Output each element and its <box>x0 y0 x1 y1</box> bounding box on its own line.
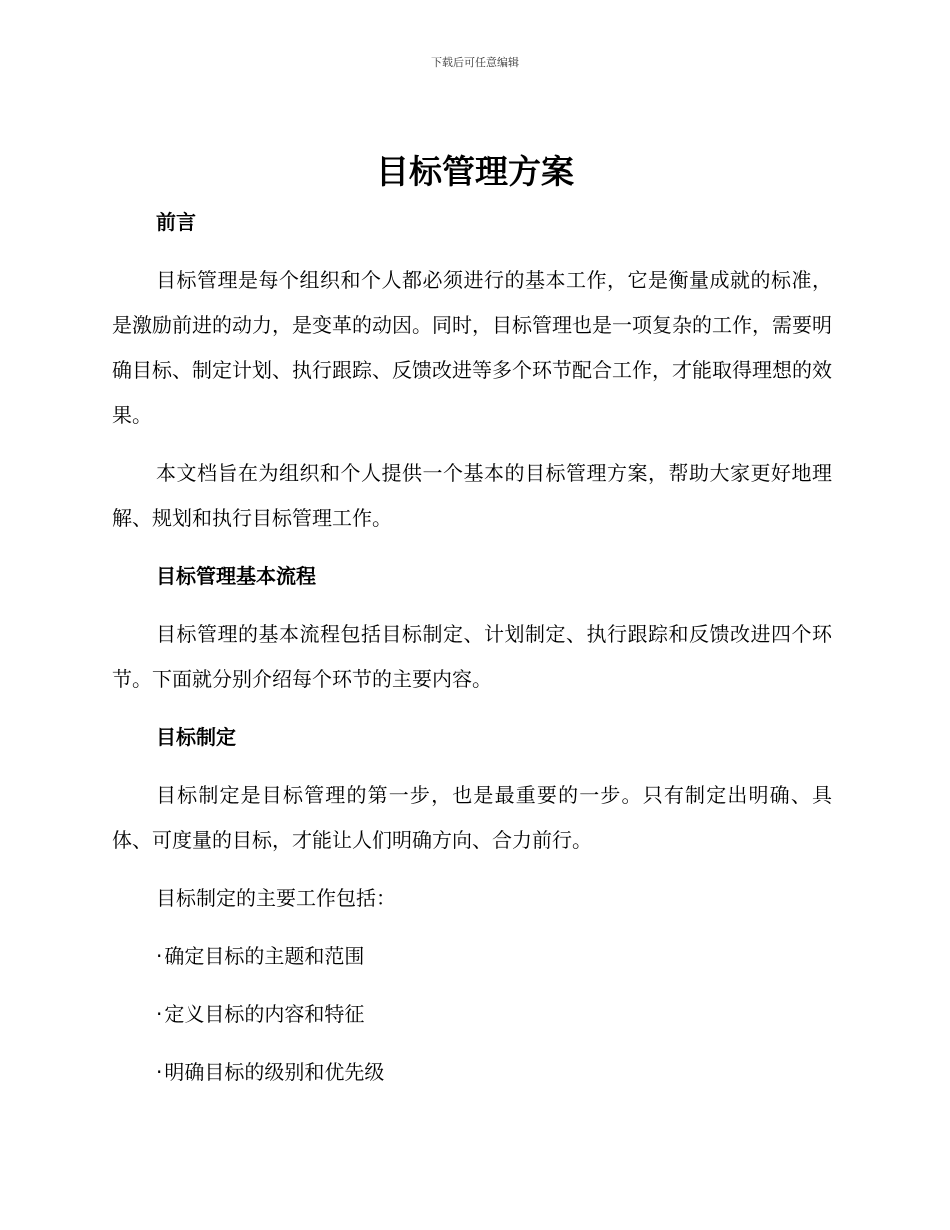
paragraph-process-1: 目标管理的基本流程包括目标制定、计划制定、执行跟踪和反馈改进四个环节。下面就分别介绍每个环节的主要内容。 <box>112 622 832 691</box>
list-item-text: 定义目标的内容和特征 <box>164 1002 365 1026</box>
paragraph-preface-2: 本文档旨在为组织和个人提供一个基本的目标管理方案，帮助大家更好地理解、规划和执行目标管理工作。 <box>112 461 832 530</box>
list-item <box>112 934 832 978</box>
bullet-icon: · <box>156 1060 163 1084</box>
list-item-text: 明确目标的级别和优先级 <box>164 1060 385 1084</box>
list-item-text: 确定目标的主题和范围 <box>164 944 365 968</box>
list-item <box>112 1050 832 1094</box>
paragraph-preface-1: 目标管理是每个组织和个人都必须进行的基本工作，它是衡量成就的标准，是激励前进的动力，是变革的动因。同时，目标管理也是一项复杂的工作，需要明确目标、制定计划、执行跟踪、反馈改进等多个环节配合工作，才能取得理想的效果。 <box>112 268 832 427</box>
bullet-icon: · <box>156 944 163 968</box>
paragraph-goal-setting-1: 目标制定是目标管理的第一步，也是最重要的一步。只有制定出明确、具体、可度量的目标，才能让人们明确方向、合力前行。 <box>112 783 832 852</box>
paragraph-goal-setting-2: 目标制定的主要工作包括： <box>156 886 396 910</box>
document-body <box>112 200 832 1108</box>
list-item <box>112 992 832 1036</box>
header-note: 下载后可任意编辑 <box>431 56 519 69</box>
document-title: 目标管理方案 <box>376 152 574 191</box>
bullet-icon: · <box>156 1002 163 1026</box>
section-heading-goal-setting: 目标制定 <box>156 725 236 749</box>
section-heading-preface: 前言 <box>156 210 196 234</box>
section-heading-process: 目标管理基本流程 <box>156 564 316 588</box>
